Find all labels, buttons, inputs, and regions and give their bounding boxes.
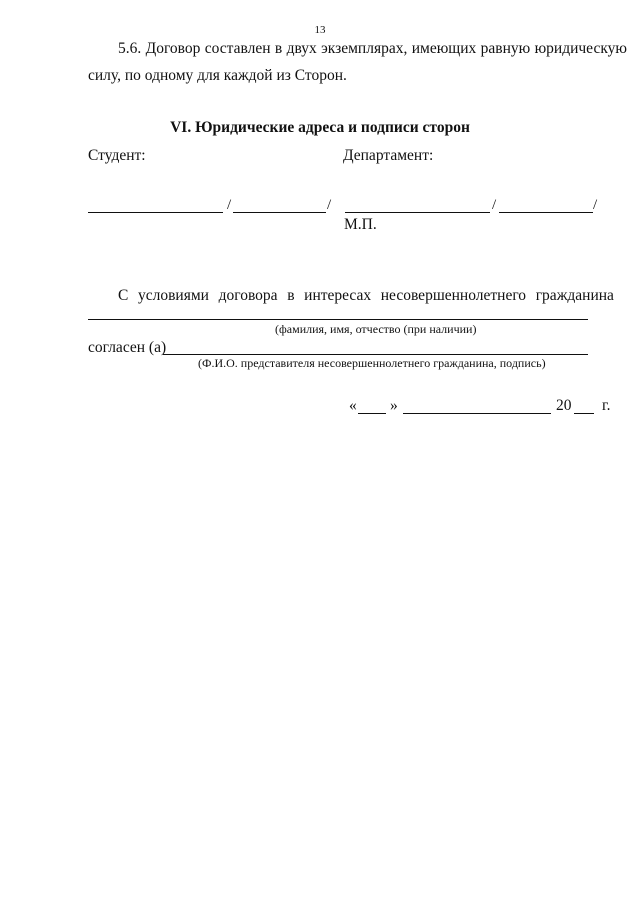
date-year-prefix: 20 <box>556 397 572 414</box>
consent-word: гражданина <box>535 287 614 304</box>
consent-sentence <box>118 287 614 305</box>
fio-caption: (фамилия, имя, отчество (при наличии) <box>275 322 477 336</box>
student-name-line <box>233 212 326 213</box>
date-year-line <box>574 413 594 414</box>
representative-caption: (Ф.И.О. представителя несовершеннолетнего гражданина, подпись) <box>198 356 546 370</box>
page-number: 13 <box>314 24 326 36</box>
department-label: Департамент: <box>343 147 434 164</box>
student-slash-1: / <box>227 197 232 213</box>
consent-word: в <box>287 287 295 304</box>
representative-line <box>163 354 588 355</box>
department-slash-2: / <box>593 197 598 213</box>
agreed-label: согласен (а) <box>88 339 167 356</box>
consent-word: С <box>118 287 129 304</box>
clause-line-1: 5.6. Договор составлен в двух экземплярах, имеющих равную юридическую <box>118 40 627 57</box>
consent-word: условиями <box>137 287 209 304</box>
department-signature-line <box>345 212 490 213</box>
section-heading: VI. Юридические адреса и подписи сторон <box>170 119 470 136</box>
stamp-placeholder: М.П. <box>344 216 377 233</box>
date-month-line <box>403 413 551 414</box>
consent-word: несовершеннолетнего <box>380 287 527 304</box>
date-open-quote: « <box>349 397 357 414</box>
student-slash-2: / <box>327 197 332 213</box>
date-close-quote: » <box>390 397 398 414</box>
clause-line-2: силу, по одному для каждой из Сторон. <box>88 67 347 84</box>
consent-word: интересах <box>304 287 372 304</box>
department-slash-1: / <box>492 197 497 213</box>
student-label: Студент: <box>88 147 146 164</box>
date-year-suffix: г. <box>602 397 611 414</box>
minor-name-line <box>88 319 588 320</box>
department-name-line <box>499 212 593 213</box>
date-day-line <box>358 413 386 414</box>
student-signature-line <box>88 212 223 213</box>
consent-word: договора <box>218 287 278 304</box>
